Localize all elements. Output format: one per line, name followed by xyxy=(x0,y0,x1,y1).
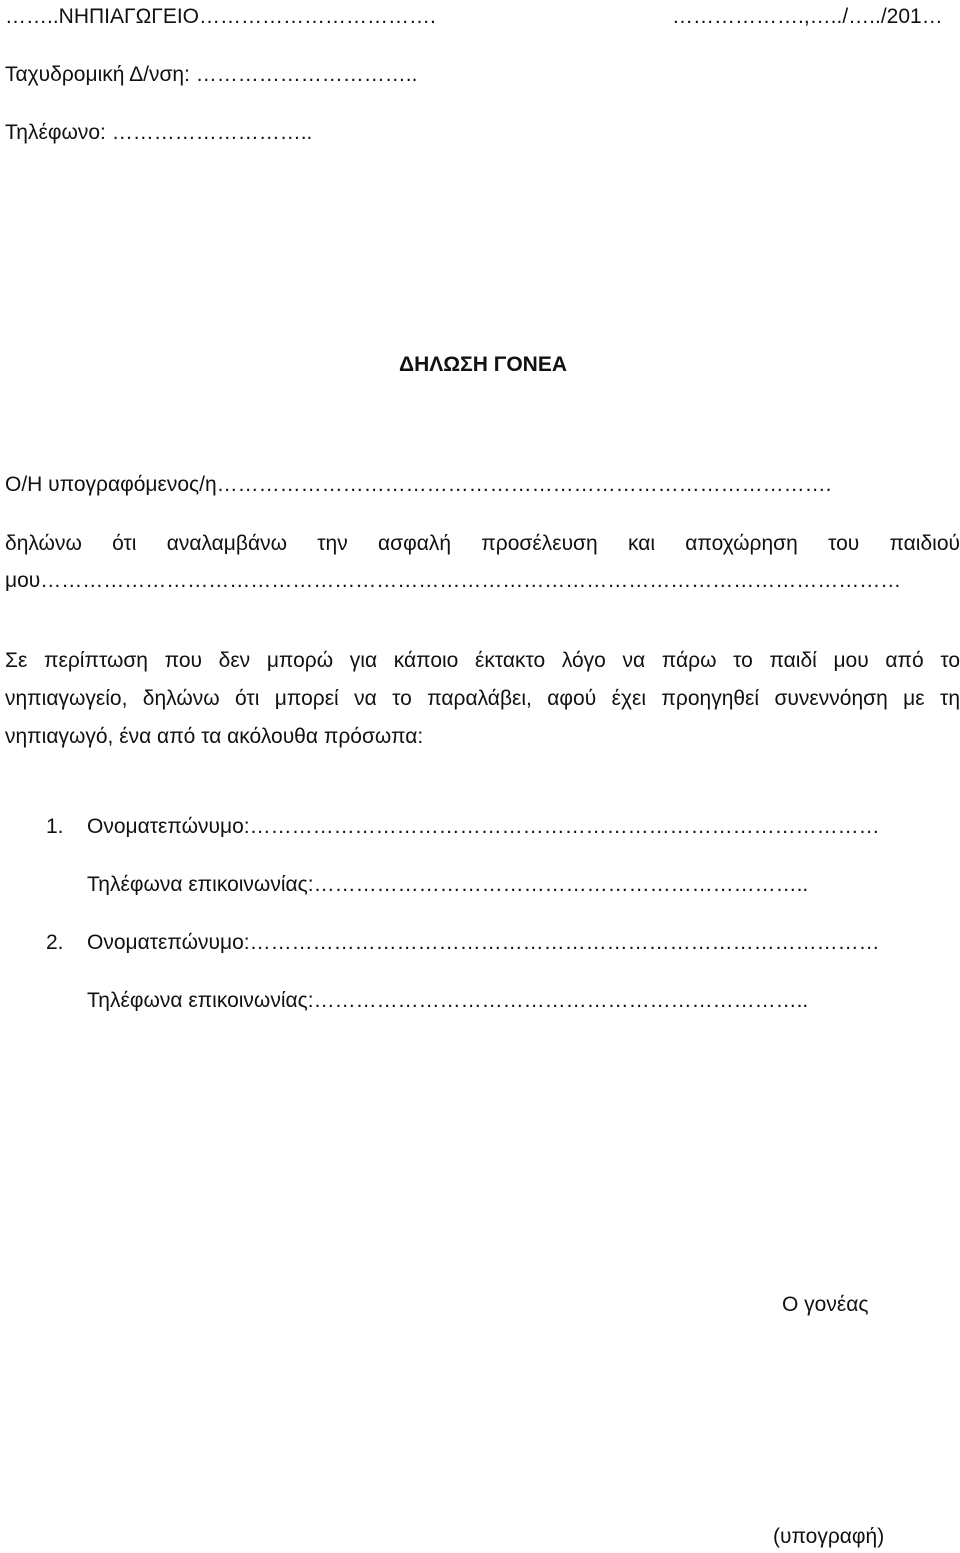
paragraph-line-3: νηπιαγωγό, ένα από τα ακόλουθα πρόσωπα: xyxy=(5,725,424,748)
paragraph-line-2: νηπιαγωγείο, δηλώνω ότι μπορεί να το παραλάβει, αφού έχει προηγηθεί συνεννόηση με τη xyxy=(5,687,960,710)
document-title: ΔΗΛΩΣΗ ΓΟΝΕΑ xyxy=(399,353,567,376)
signatory-line: Ο/Η υπογραφόμενος/η……………………………………………………………………………. xyxy=(5,473,832,496)
name-field: Ονοματεπώνυμο:……………………………………………………………………………… xyxy=(87,932,880,953)
date-field: ……………….,…../…../201… xyxy=(672,5,943,28)
postal-address-field: Ταχυδρομική Δ/νση: ………………………….. xyxy=(5,63,418,86)
signature-label: Ο γονέας xyxy=(782,1293,869,1316)
declaration-line-1: δηλώνω ότι αναλαμβάνω την ασφαλή προσέλευση και αποχώρηση του παιδιού xyxy=(5,532,960,555)
contact-phone-field: Τηλέφωνα επικοινωνίας:…………………………………………………………….. xyxy=(87,874,809,895)
school-name-field: ……..ΝΗΠΙΑΓΩΓΕΙΟ……………………………. xyxy=(5,5,436,28)
declaration-line-2: μου…………………………………………………………………………………………………………… xyxy=(5,570,902,591)
paragraph-line-1: Σε περίπτωση που δεν μπορώ για κάποιο έκτακτο λόγο να πάρω το παιδί μου από το xyxy=(5,649,960,672)
signature-note: (υπογραφή) xyxy=(773,1525,885,1548)
list-item-number: 1. xyxy=(46,815,64,838)
contact-phone-field: Τηλέφωνα επικοινωνίας:…………………………………………………………….. xyxy=(87,990,809,1011)
list-item-number: 2. xyxy=(46,931,64,954)
phone-field: Τηλέφωνο: ……………………….. xyxy=(5,121,313,144)
name-field: Ονοματεπώνυμο:……………………………………………………………………………… xyxy=(87,816,880,837)
